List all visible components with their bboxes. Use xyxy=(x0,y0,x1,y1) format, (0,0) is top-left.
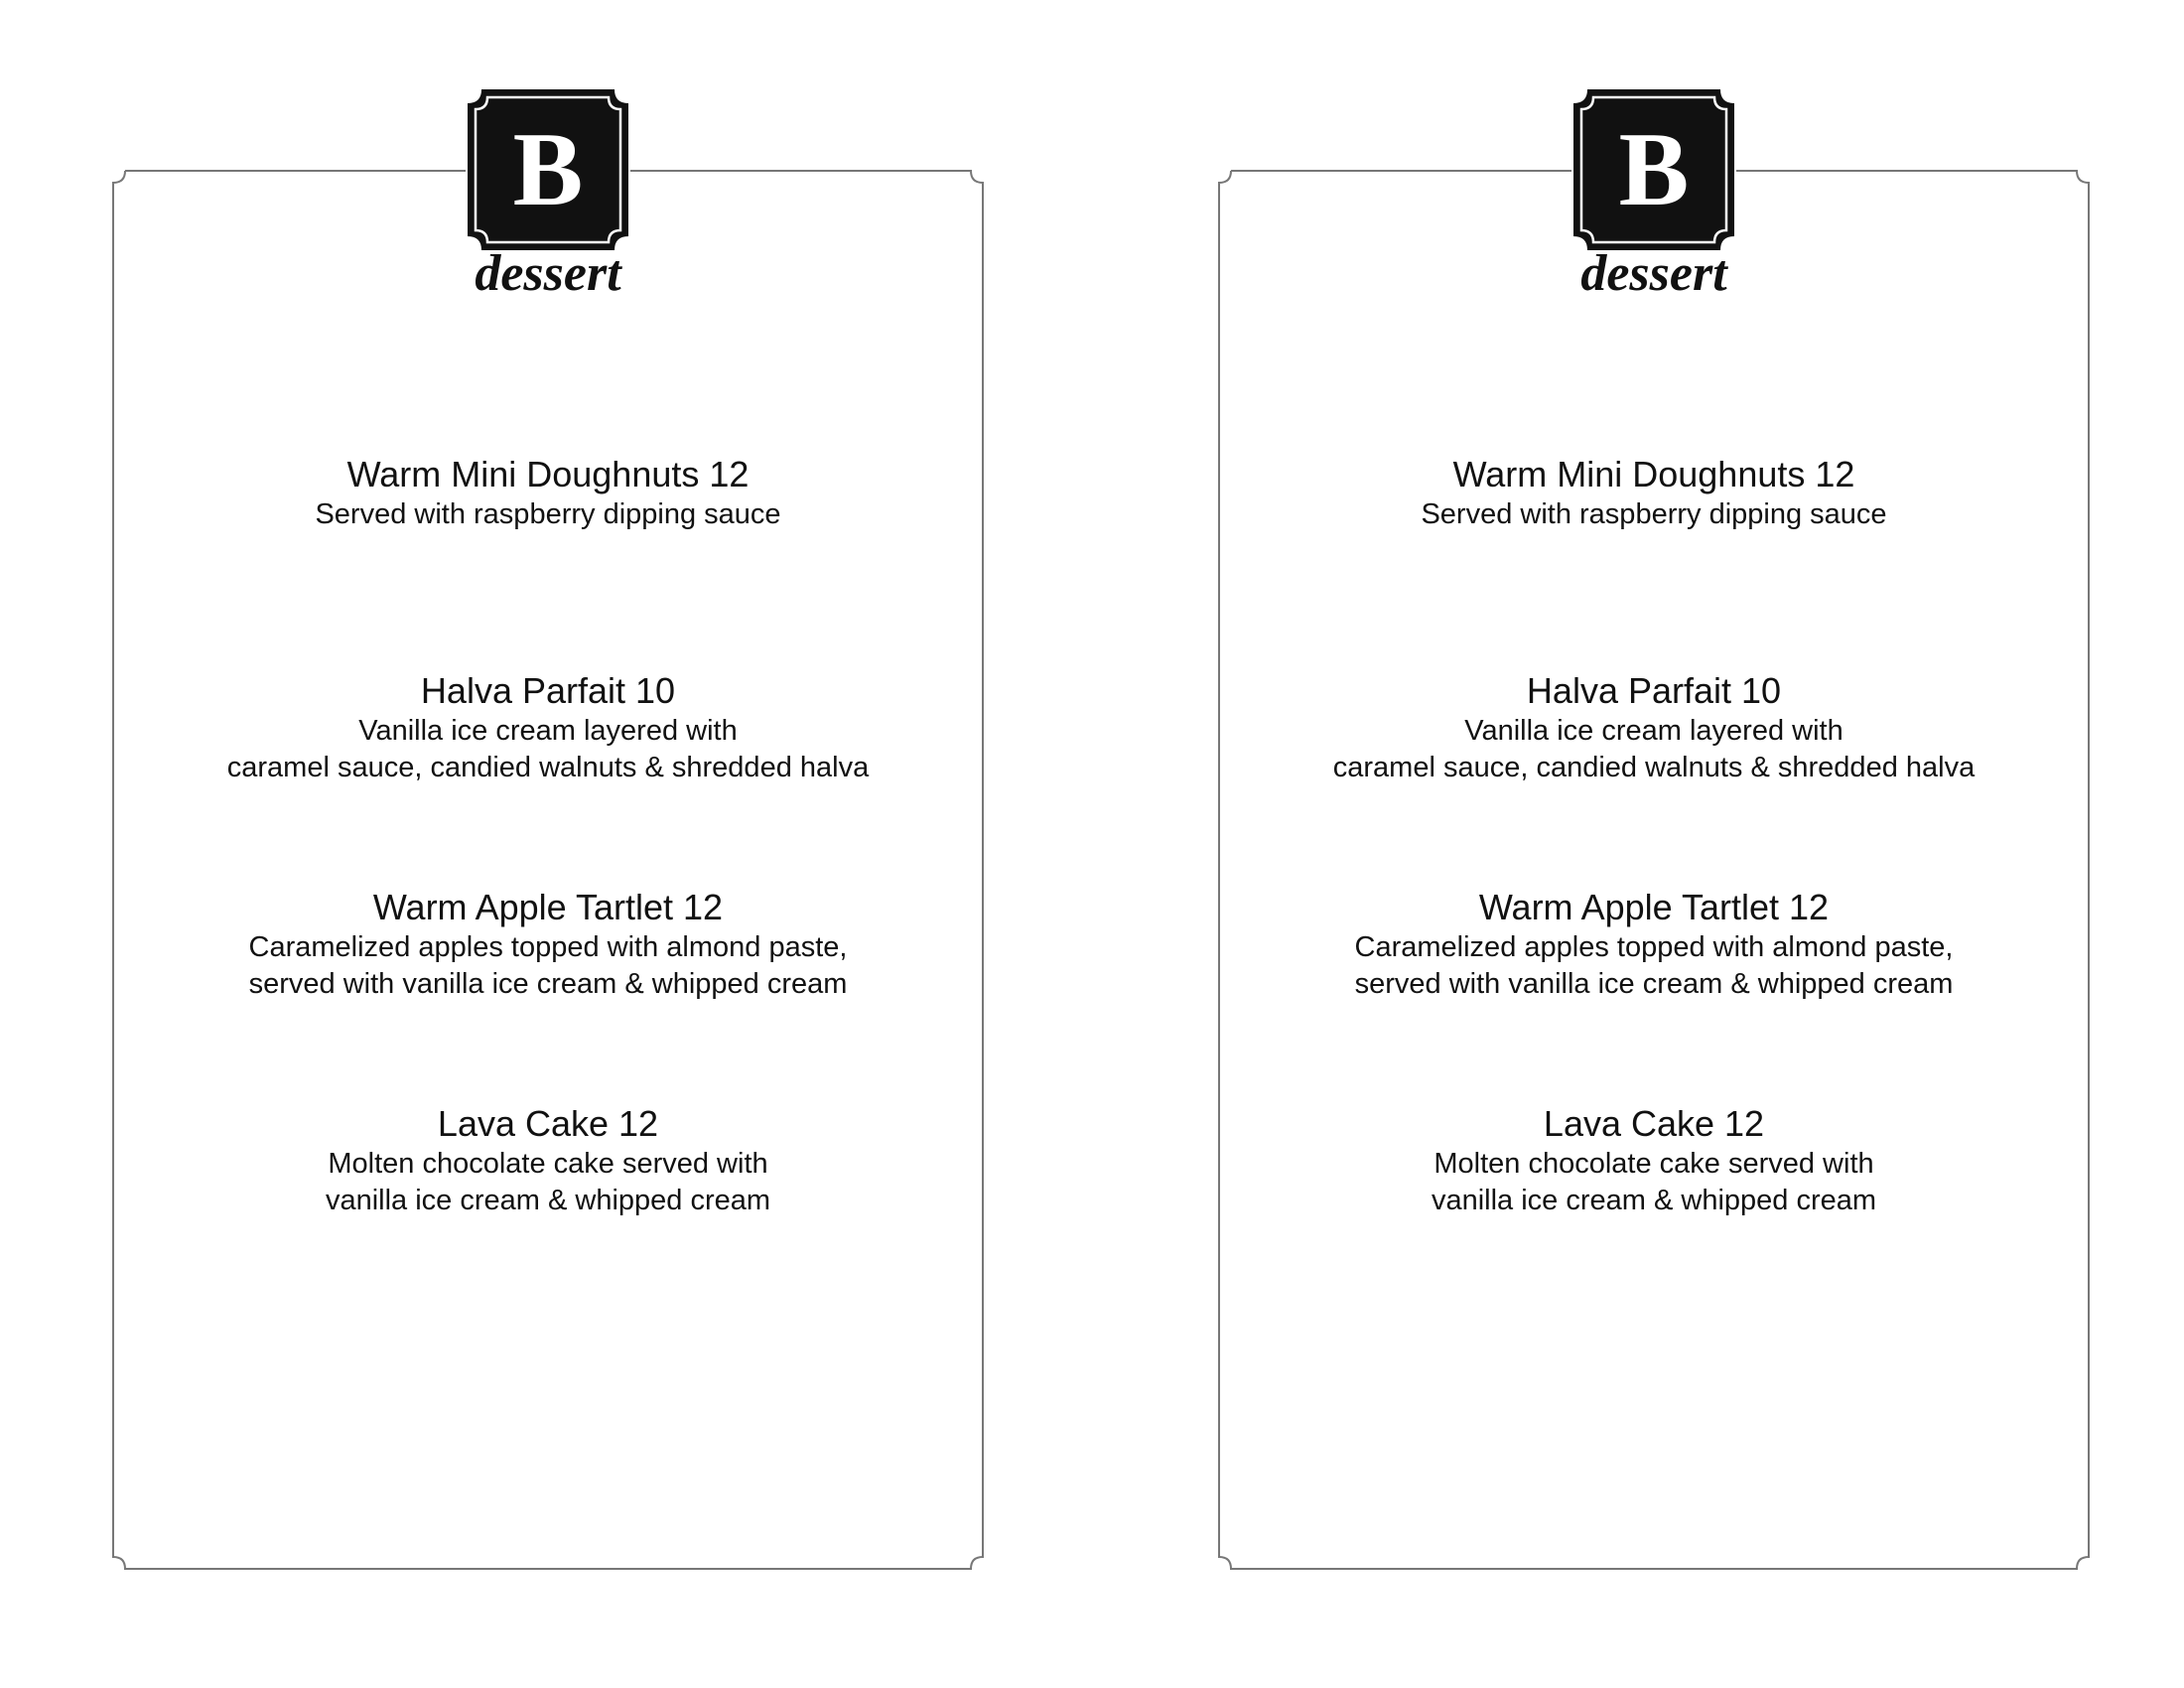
menu-item-title: Lava Cake 12 xyxy=(437,1103,659,1144)
brand-logo xyxy=(468,89,628,250)
menu-item-description: vanilla ice cream & whipped cream xyxy=(1431,1185,1877,1216)
menu-item xyxy=(1217,886,2091,1003)
menu-item-title: Warm Mini Doughnuts 12 xyxy=(1452,454,1855,494)
menu-item-description: Molten chocolate cake served with xyxy=(328,1148,768,1180)
menu-item-title: Warm Apple Tartlet 12 xyxy=(372,887,724,927)
menu-item-description: served with vanilla ice cream & whipped cream xyxy=(248,968,848,1000)
menu-item-title: Halva Parfait 10 xyxy=(1526,670,1782,711)
menu-subtitle: dessert xyxy=(475,245,621,302)
menu-item-title: Halva Parfait 10 xyxy=(420,670,676,711)
menu-item-description: caramel sauce, candied walnuts & shredded halva xyxy=(226,752,870,783)
menu-border-frame xyxy=(1217,169,2091,1571)
menu-item xyxy=(111,1102,985,1219)
brand-logo xyxy=(1573,89,1734,250)
menu-item-description: served with vanilla ice cream & whipped cream xyxy=(1354,968,1954,1000)
menu-item-description: vanilla ice cream & whipped cream xyxy=(325,1185,771,1216)
menu-item xyxy=(111,669,985,786)
menu-item-description: Caramelized apples topped with almond paste, xyxy=(1354,931,1954,963)
menu-item-title: Lava Cake 12 xyxy=(1543,1103,1765,1144)
logo-letter: B xyxy=(512,111,584,227)
menu-item-description: caramel sauce, candied walnuts & shredded halva xyxy=(1332,752,1976,783)
menu-card-right xyxy=(1217,0,2091,1688)
menu-item-description: Molten chocolate cake served with xyxy=(1433,1148,1874,1180)
menu-item-description: Caramelized apples topped with almond paste, xyxy=(248,931,848,963)
menu-item-description: Vanilla ice cream layered with xyxy=(1464,715,1843,747)
menu-item xyxy=(111,453,985,533)
logo-letter: B xyxy=(1618,111,1690,227)
menu-item xyxy=(1217,453,2091,533)
menu-border-frame xyxy=(111,169,985,1571)
menu-item-title: Warm Mini Doughnuts 12 xyxy=(346,454,750,494)
menu-item-description: Served with raspberry dipping sauce xyxy=(1421,498,1887,530)
menu-item xyxy=(1217,669,2091,786)
menu-item xyxy=(111,886,985,1003)
menu-item xyxy=(1217,1102,2091,1219)
menu-item-description: Vanilla ice cream layered with xyxy=(358,715,738,747)
menu-item-title: Warm Apple Tartlet 12 xyxy=(1478,887,1830,927)
menu-item-description: Served with raspberry dipping sauce xyxy=(315,498,781,530)
menu-subtitle: dessert xyxy=(1580,245,1727,302)
menu-card-left xyxy=(111,0,985,1688)
